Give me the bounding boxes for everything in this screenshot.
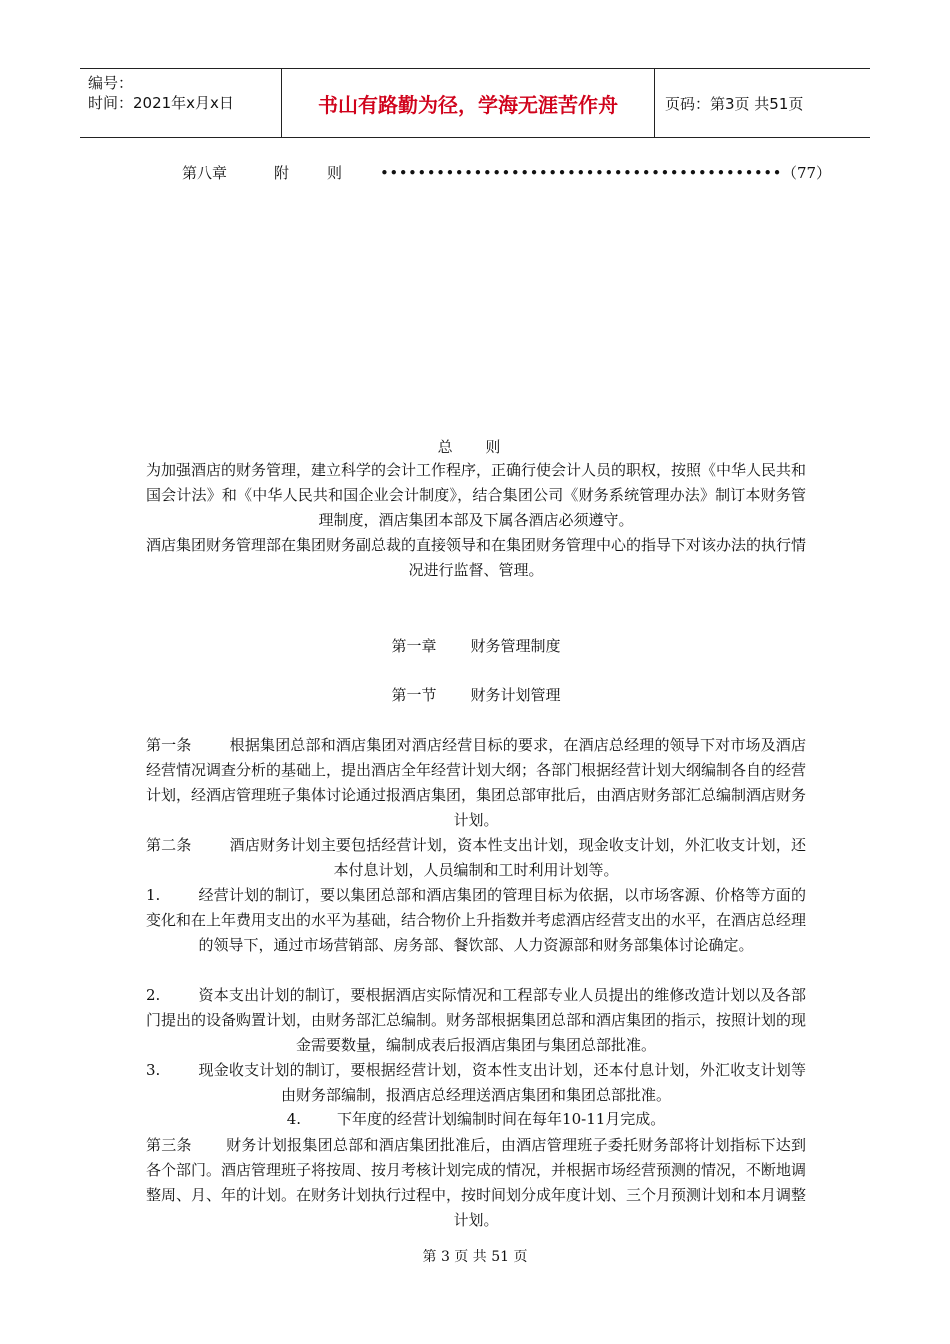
- item-4-text: 下年度的经营计划编制时间在每年10-11月完成。: [337, 1110, 666, 1128]
- item-2: [146, 983, 806, 1058]
- item-1: [146, 883, 806, 958]
- toc-entry: [182, 162, 831, 183]
- article-3-label: 第三条: [146, 1136, 192, 1154]
- item-3-label: 3.: [146, 1061, 161, 1079]
- article-1-label: 第一条: [146, 736, 192, 754]
- page-code: 页码：第3页 共51页: [665, 94, 804, 113]
- document-header: [80, 68, 870, 138]
- item-1-label: 1.: [146, 886, 161, 904]
- article-3: [146, 1133, 806, 1233]
- header-page-cell: [655, 69, 870, 137]
- item-2-label: 2.: [146, 986, 161, 1004]
- article-2: [146, 833, 806, 883]
- item-4-label: 4.: [286, 1110, 302, 1128]
- article-1-text: 根据集团总部和酒店集团对酒店经营目标的要求，在酒店总经理的领导下对市场及酒店经营情况调查分析的基础上，提出酒店全年经营计划大纲；各部门根据经营计划大纲编制各自的经营计划，经酒店管理班子集体讨论通过报酒店集团，集团总部审批后，由酒店财务部汇总编制酒店财务计划。: [146, 736, 807, 829]
- article-3-text: 财务计划报集团总部和酒店集团批准后，由酒店管理班子委托财务部将计划指标下达到各个部门。酒店管理班子将按周、按月考核计划完成的情况，并根据市场经营预测的情况，不断地调整周、月、年的计划。在财务计划执行过程中，按时间划分成年度计划、三个月预测计划和本月调整计划。: [146, 1136, 807, 1229]
- toc-page: （77）: [781, 164, 832, 182]
- number-label: 编号：: [88, 74, 134, 92]
- chapter-number: 第一章: [391, 637, 437, 655]
- motto: 书山有路勤为径，学海无涯苦作舟: [318, 92, 618, 117]
- time-label: 时间：2021年x月x日: [88, 94, 234, 112]
- item-3: [146, 1058, 806, 1108]
- article-2-label: 第二条: [146, 836, 192, 854]
- toc-leader: •••••••••••••••••••••••••••••••••••••••••••: [380, 164, 782, 182]
- section-number: 第一节: [391, 686, 437, 704]
- toc-title: 附则: [274, 164, 381, 182]
- toc-chapter: 第八章: [182, 164, 228, 182]
- general-para-1: 为加强酒店的财务管理，建立科学的会计工作程序，正确行使会计人员的职权，按照《中华人民共和国会计法》和《中华人民共和国企业会计制度》，结合集团公司《财务系统管理办法》制订本财务管理制度，酒店集团本部及下属各酒店必须遵守。: [146, 461, 807, 529]
- general-heading: 总 则: [437, 438, 515, 456]
- header-motto-cell: [282, 69, 655, 137]
- article-2-text: 酒店财务计划主要包括经营计划，资本性支出计划，现金收支计划，外汇收支计划，还本付息计划，人员编制和工时利用计划等。: [229, 836, 806, 879]
- item-3-text: 现金收支计划的制订，要根据经营计划，资本性支出计划，还本付息计划，外汇收支计划等由财务部编制，报酒店总经理送酒店集团和集团总部批准。: [198, 1061, 806, 1104]
- chapter-title: 财务管理制度: [470, 637, 561, 655]
- section-title: 财务计划管理: [470, 686, 561, 704]
- page-footer: 第 3 页 共 51 页: [422, 1249, 528, 1265]
- article-1: [146, 733, 806, 833]
- item-1-text: 经营计划的制订，要以集团总部和酒店集团的管理目标为依据，以市场客源、价格等方面的变化和在上年费用支出的水平为基础，结合物价上升指数并考虑酒店经营支出的水平，在酒店总经理的领导下，通过市场营销部、房务部、餐饮部、人力资源部和财务部集体讨论确定。: [146, 886, 807, 954]
- item-4: [146, 1108, 806, 1129]
- general-para-2: 酒店集团财务管理部在集团财务副总裁的直接领导和在集团财务管理中心的指导下对该办法的执行情况进行监督、管理。: [146, 536, 807, 579]
- header-left-cell: [80, 69, 282, 137]
- chapter-heading: [146, 635, 806, 656]
- item-2-text: 资本支出计划的制订，要根据酒店实际情况和工程部专业人员提出的维修改造计划以及各部门提出的设备购置计划，由财务部汇总编制。财务部根据集团总部和酒店集团的指示，按照计划的现金需要数量，编制成表后报酒店集团与集团总部批准。: [146, 986, 807, 1054]
- section-heading: [146, 684, 806, 705]
